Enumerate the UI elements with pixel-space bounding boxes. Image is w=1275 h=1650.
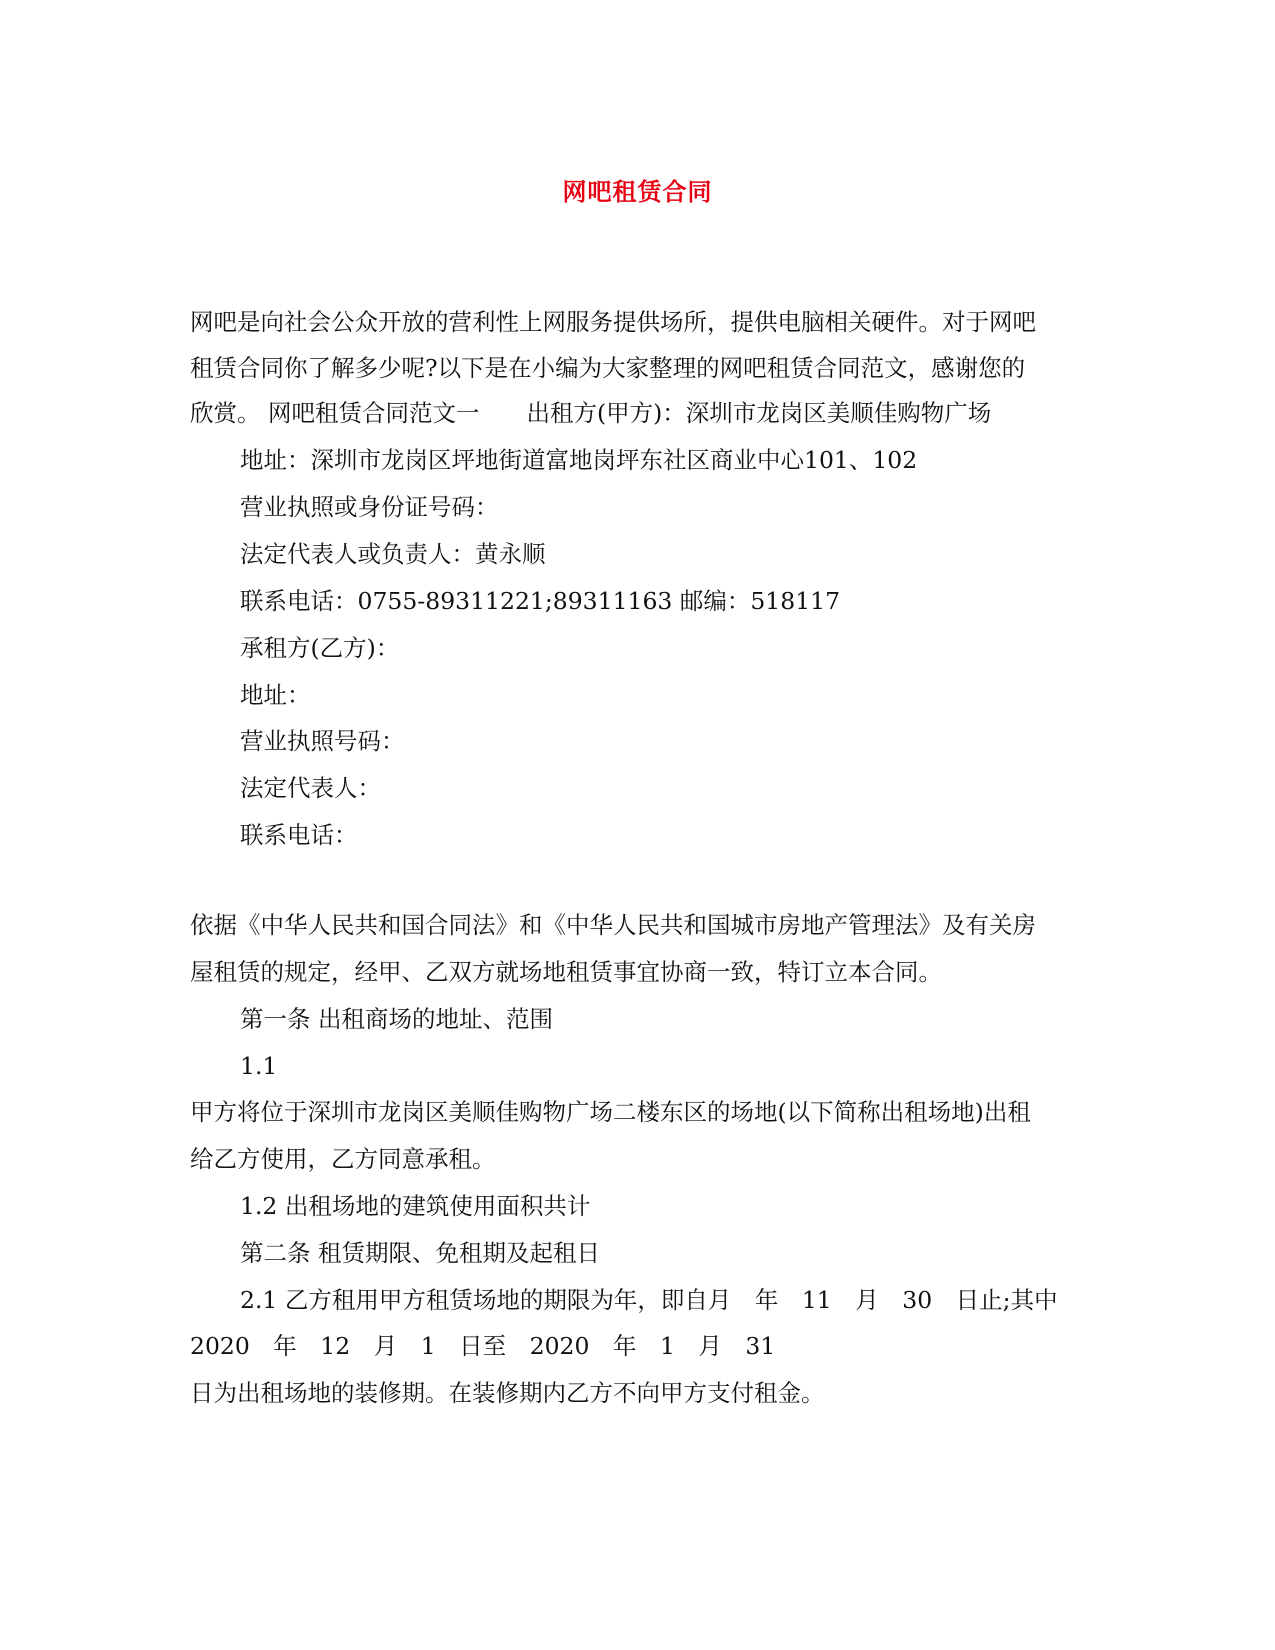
article-2-heading: 第二条 租赁期限、免租期及起租日	[240, 1239, 600, 1267]
basis-line-1: 依据《中华人民共和国合同法》和《中华人民共和国城市房地产管理法》及有关房	[190, 911, 1036, 939]
clause-2-1-line-3: 日为出租场地的装修期。在装修期内乙方不向甲方支付租金。	[190, 1379, 825, 1407]
intro-line-1: 网吧是向社会公众开放的营利性上网服务提供场所，提供电脑相关硬件。对于网吧	[190, 308, 1036, 336]
lessor-phone: 联系电话：0755-89311221;89311163 邮编：518117	[240, 587, 841, 615]
clause-1-1-line-1: 甲方将位于深圳市龙岗区美顺佳购物广场二楼东区的场地(以下简称出租场地)出租	[190, 1098, 1031, 1126]
article-1-heading: 第一条 出租商场的地址、范围	[240, 1005, 553, 1033]
clause-2-1-line-2: 2020 年 12 月 1 日至 2020 年 1 月 31	[190, 1332, 776, 1360]
clause-2-1-line-1: 2.1 乙方租用甲方租赁场地的期限为年，即自月 年 11 月 30 日止;其中	[240, 1286, 1058, 1314]
lessor-license: 营业执照或身份证号码：	[240, 493, 499, 521]
lessee-representative: 法定代表人：	[240, 774, 381, 802]
clause-1-1-number: 1.1	[240, 1052, 278, 1080]
lessee-address: 地址：	[240, 681, 311, 709]
basis-line-2: 屋租赁的规定，经甲、乙双方就场地租赁事宜协商一致，特订立本合同。	[190, 958, 942, 986]
lessee-license: 营业执照号码：	[240, 727, 405, 755]
clause-1-1-line-2: 给乙方使用，乙方同意承租。	[190, 1145, 496, 1173]
intro-line-2: 租赁合同你了解多少呢?以下是在小编为大家整理的网吧租赁合同范文，感谢您的	[190, 354, 1026, 382]
lessee-label: 承租方(乙方)：	[240, 634, 400, 662]
lessee-phone: 联系电话：	[240, 821, 358, 849]
document-title: 网吧租赁合同	[562, 177, 713, 206]
lessor-representative: 法定代表人或负责人：黄永顺	[240, 540, 546, 568]
lessor-address: 地址：深圳市龙岗区坪地街道富地岗坪东社区商业中心101、102	[240, 446, 918, 474]
intro-line-3: 欣赏。 网吧租赁合同范文一 出租方(甲方)：深圳市龙岗区美顺佳购物广场	[190, 399, 992, 427]
clause-1-2: 1.2 出租场地的建筑使用面积共计	[240, 1192, 591, 1220]
